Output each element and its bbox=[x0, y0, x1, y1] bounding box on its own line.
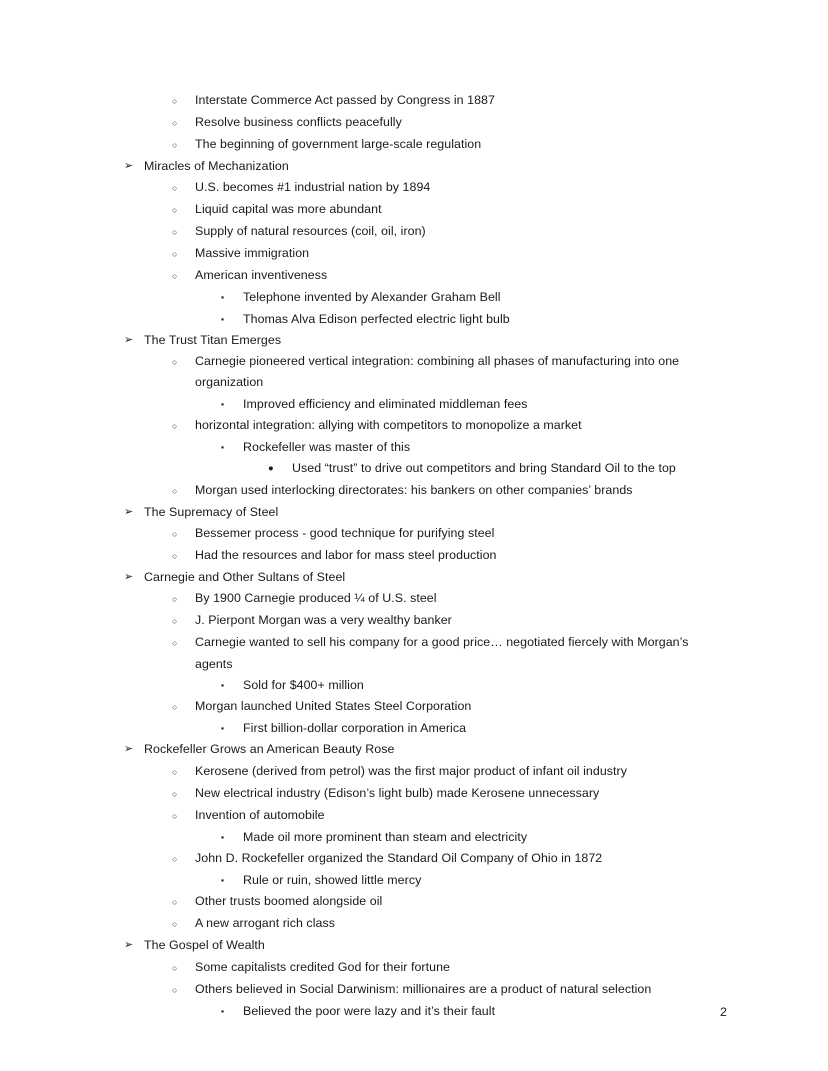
bullet-marker-level-2-icon: ○ bbox=[172, 788, 178, 799]
outline-item-text: Sold for $400+ million bbox=[243, 677, 364, 692]
outline-item-level-2 bbox=[0, 610, 828, 632]
outline-item-level-1 bbox=[0, 502, 828, 523]
outline-item-text: Carnegie wanted to sell his company for a good price… negotiated fiercely with Morgan’s agents bbox=[195, 635, 689, 671]
bullet-marker-level-2-icon: ○ bbox=[172, 357, 178, 368]
bullet-marker-level-2-icon: ○ bbox=[172, 638, 178, 649]
bullet-marker-level-3-icon: ▪ bbox=[221, 875, 225, 886]
outline-item-level-2 bbox=[0, 957, 828, 979]
outline-item-level-3 bbox=[0, 870, 828, 891]
outline-item-level-2 bbox=[0, 134, 828, 156]
outline-item-level-2 bbox=[0, 696, 828, 718]
bullet-marker-level-1-icon: ➢ bbox=[124, 939, 134, 952]
bullet-marker-level-2-icon: ○ bbox=[172, 550, 178, 561]
outline-item-text: Thomas Alva Edison perfected electric light bulb bbox=[243, 311, 510, 326]
outline-item-level-2 bbox=[0, 848, 828, 870]
outline-item-level-2 bbox=[0, 177, 828, 199]
bullet-marker-level-3-icon: ▪ bbox=[221, 679, 225, 690]
outline-item-text: American inventiveness bbox=[195, 268, 328, 283]
outline-item-text: Resolve business conflicts peacefully bbox=[195, 115, 402, 129]
outline-item-level-2 bbox=[0, 891, 828, 913]
outline-item-level-1 bbox=[0, 567, 828, 588]
outline-item-text: Made oil more prominent than steam and electricity bbox=[243, 829, 528, 844]
bullet-marker-level-2-icon: ○ bbox=[172, 249, 178, 260]
bullet-marker-level-2-icon: ○ bbox=[172, 118, 178, 128]
outline-item-text: The Trust Titan Emerges bbox=[144, 332, 282, 347]
outline-item-level-2 bbox=[0, 761, 828, 783]
outline-item-text: Liquid capital was more abundant bbox=[195, 202, 382, 217]
outline-item-level-3 bbox=[0, 675, 828, 696]
bullet-marker-level-2-icon: ○ bbox=[172, 919, 178, 930]
bullet-marker-level-2-icon: ○ bbox=[172, 616, 178, 627]
bullet-marker-level-2-icon: ○ bbox=[172, 702, 178, 713]
outline-item-text: Used “trust” to drive out competitors and bring Standard Oil to the top bbox=[292, 461, 676, 476]
outline-item-text: Morgan launched United States Steel Corporation bbox=[195, 699, 472, 714]
outline-item-text: Massive immigration bbox=[195, 246, 310, 261]
bullet-marker-level-2-icon: ○ bbox=[172, 897, 178, 908]
bullet-marker-level-2-icon: ○ bbox=[172, 485, 178, 496]
outline-item-text: Supply of natural resources (coil, oil, iron) bbox=[195, 224, 426, 239]
bullet-marker-level-3-icon: ▪ bbox=[221, 442, 225, 453]
outline-item-level-2 bbox=[0, 112, 828, 134]
outline-item-level-1 bbox=[0, 935, 828, 956]
bullet-marker-level-2-icon: ○ bbox=[172, 528, 178, 539]
outline-item-text: Improved efficiency and eliminated middleman fees bbox=[243, 396, 528, 411]
outline-item-level-3 bbox=[0, 394, 828, 415]
outline-item-level-2 bbox=[0, 243, 828, 265]
bullet-marker-level-4-icon: ● bbox=[268, 463, 274, 475]
bullet-marker-level-2-icon: ○ bbox=[172, 766, 178, 777]
bullet-marker-level-1-icon: ➢ bbox=[124, 743, 134, 756]
outline-list bbox=[0, 90, 828, 1022]
outline-item-text: J. Pierpont Morgan was a very wealthy banker bbox=[195, 613, 452, 628]
outline-item-text: Some capitalists credited God for their fortune bbox=[195, 959, 450, 974]
bullet-marker-level-3-icon: ▪ bbox=[221, 1005, 225, 1016]
outline-item-text: U.S. becomes #1 industrial nation by 1894 bbox=[195, 180, 431, 195]
outline-item-text: Kerosene (derived from petrol) was the first major product of infant oil industry bbox=[195, 763, 627, 778]
bullet-marker-level-1-icon: ➢ bbox=[124, 160, 134, 172]
outline-item-text: The beginning of government large-scale regulation bbox=[195, 137, 482, 151]
bullet-marker-level-2-icon: ○ bbox=[172, 205, 178, 216]
bullet-marker-level-2-icon: ○ bbox=[172, 96, 178, 106]
outline-item-text: Believed the poor were lazy and it’s their fault bbox=[243, 1003, 496, 1018]
outline-item-level-2 bbox=[0, 351, 828, 394]
bullet-marker-level-2-icon: ○ bbox=[172, 271, 178, 282]
outline-item-level-2 bbox=[0, 913, 828, 935]
outline-item-text: The Supremacy of Steel bbox=[144, 504, 279, 519]
outline-item-text: A new arrogant rich class bbox=[195, 916, 335, 931]
bullet-marker-level-2-icon: ○ bbox=[172, 594, 178, 605]
bullet-marker-level-2-icon: ○ bbox=[172, 183, 178, 194]
outline-item-level-3 bbox=[0, 1001, 828, 1022]
outline-item-text: The Gospel of Wealth bbox=[144, 938, 265, 953]
outline-item-level-2 bbox=[0, 588, 828, 610]
outline-item-level-1 bbox=[0, 156, 828, 177]
outline-item-level-3 bbox=[0, 827, 828, 848]
outline-item-level-1 bbox=[0, 739, 828, 760]
bullet-marker-level-2-icon: ○ bbox=[172, 421, 178, 432]
bullet-marker-level-3-icon: ▪ bbox=[221, 292, 225, 303]
outline-item-level-4 bbox=[0, 458, 828, 479]
outline-item-text: By 1900 Carnegie produced ¼ of U.S. steel bbox=[195, 591, 437, 606]
outline-item-level-2 bbox=[0, 632, 828, 675]
outline-item-text: Had the resources and labor for mass steel production bbox=[195, 547, 497, 562]
outline-item-text: Invention of automobile bbox=[195, 807, 325, 822]
outline-item-level-3 bbox=[0, 287, 828, 308]
outline-item-level-2 bbox=[0, 221, 828, 243]
bullet-marker-level-2-icon: ○ bbox=[172, 854, 178, 865]
bullet-marker-level-2-icon: ○ bbox=[172, 962, 178, 973]
bullet-marker-level-3-icon: ▪ bbox=[221, 831, 225, 842]
outline-item-text: Bessemer process - good technique for purifying steel bbox=[195, 525, 495, 540]
outline-item-text: John D. Rockefeller organized the Standard Oil Company of Ohio in 1872 bbox=[195, 851, 603, 866]
outline-item-text: Rockefeller was master of this bbox=[243, 440, 411, 455]
outline-item-level-2 bbox=[0, 480, 828, 502]
outline-item-text: horizontal integration: allying with competitors to monopolize a market bbox=[195, 418, 582, 433]
outline-item-level-2 bbox=[0, 90, 828, 112]
outline-item-text: Others believed in Social Darwinism: millionaires are a product of natural selection bbox=[195, 981, 652, 996]
bullet-marker-level-2-icon: ○ bbox=[172, 984, 178, 995]
bullet-marker-level-2-icon: ○ bbox=[172, 227, 178, 238]
outline-item-level-3 bbox=[0, 718, 828, 739]
outline-item-text: Other trusts boomed alongside oil bbox=[195, 894, 383, 909]
outline-item-text: Interstate Commerce Act passed by Congress in 1887 bbox=[195, 93, 495, 107]
outline-item-level-2 bbox=[0, 545, 828, 567]
outline-item-level-2 bbox=[0, 783, 828, 805]
outline-item-level-2 bbox=[0, 265, 828, 287]
outline-item-level-2 bbox=[0, 199, 828, 221]
bullet-marker-level-1-icon: ➢ bbox=[124, 505, 134, 518]
outline-item-level-3 bbox=[0, 309, 828, 330]
outline-item-level-3 bbox=[0, 437, 828, 458]
bullet-marker-level-3-icon: ▪ bbox=[221, 398, 225, 409]
outline-item-text: Rockefeller Grows an American Beauty Rose bbox=[144, 742, 395, 757]
outline-item-level-2 bbox=[0, 805, 828, 827]
bullet-marker-level-1-icon: ➢ bbox=[124, 570, 134, 583]
bullet-marker-level-3-icon: ▪ bbox=[221, 313, 225, 324]
outline-item-text: Miracles of Mechanization bbox=[144, 159, 289, 173]
page-number: 2 bbox=[720, 1005, 727, 1019]
bullet-marker-level-2-icon: ○ bbox=[172, 140, 178, 150]
outline-item-text: Rule or ruin, showed little mercy bbox=[243, 873, 422, 888]
outline-item-text: First billion-dollar corporation in America bbox=[243, 721, 467, 736]
outline-item-level-2 bbox=[0, 523, 828, 545]
bullet-marker-level-3-icon: ▪ bbox=[221, 723, 225, 734]
outline-item-text: Carnegie pioneered vertical integration: combining all phases of manufacturing into one organization bbox=[195, 354, 680, 390]
outline-item-level-2 bbox=[0, 415, 828, 437]
outline-item-text: Telephone invented by Alexander Graham Bell bbox=[243, 290, 501, 305]
outline-item-text: Carnegie and Other Sultans of Steel bbox=[144, 569, 346, 584]
bullet-marker-level-1-icon: ➢ bbox=[124, 333, 134, 346]
outline-item-level-1 bbox=[0, 330, 828, 351]
bullet-marker-level-2-icon: ○ bbox=[172, 810, 178, 821]
outline-item-text: New electrical industry (Edison’s light bulb) made Kerosene unnecessary bbox=[195, 785, 600, 800]
outline-item-level-2 bbox=[0, 979, 828, 1001]
outline-item-text: Morgan used interlocking directorates: his bankers on other companies’ brands bbox=[195, 482, 633, 497]
